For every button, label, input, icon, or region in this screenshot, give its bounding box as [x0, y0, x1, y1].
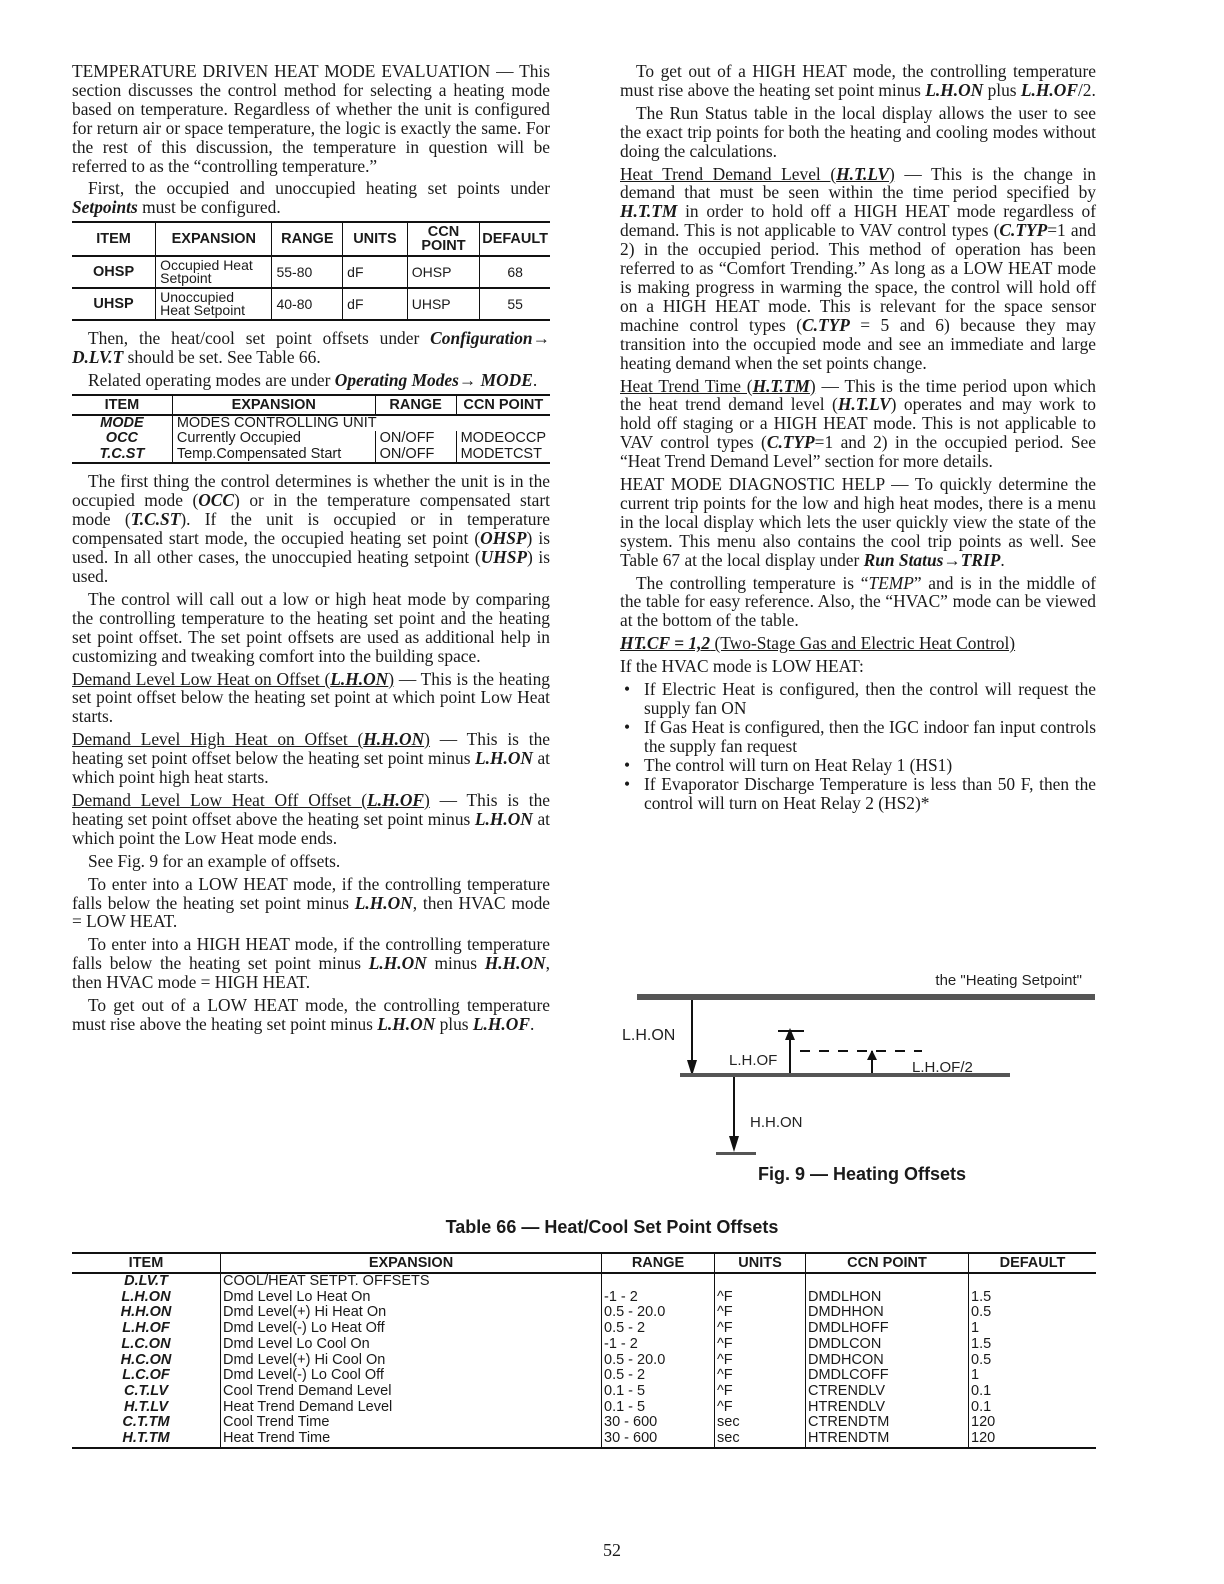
paragraph: To get out of a HIGH HEAT mode, the controlling temperature must rise above the heating set point minus L.H.ON plus L.H.OF/2. — [620, 61, 1096, 100]
table-row: MODE MODES CONTROLLING UNIT — [72, 415, 550, 432]
table-cell: -1 - 2 — [602, 1337, 715, 1353]
table-header: ITEM — [72, 222, 156, 256]
paragraph: Related operating modes are under Operating Modes→ MODE. — [88, 370, 538, 391]
table-cell: L.C.OF — [72, 1368, 221, 1384]
table-cell: ^F — [715, 1290, 806, 1306]
figure-caption: Fig. 9 — Heating Offsets — [757, 1164, 967, 1184]
table-row — [72, 1431, 1096, 1448]
paragraph: The Run Status table in the local display allows the user to see the exact trip points for both the heating and cooling modes without doing the calculations. — [620, 102, 1096, 161]
table-header: RANGE — [272, 222, 343, 256]
table-row: OCC Currently Occupied ON/OFF MODEOCCP — [72, 431, 550, 447]
table-cell: Dmd Level Lo Cool On — [221, 1337, 602, 1353]
table-row — [72, 1368, 1096, 1384]
paragraph: Demand Level Low Heat Off Offset (L.H.OF) — This is the heating set point offset above the heating set point minus L.H.ON at which point the Low Heat mode ends. — [72, 789, 550, 848]
table-row — [72, 1290, 1096, 1306]
operating-modes-table — [72, 394, 550, 465]
list-item: • The control will turn on Heat Relay 1 (HS1) — [624, 754, 953, 775]
paragraph: The control will call out a low or high heat mode by comparing the controlling temperature to the heating set point and the heating set point offset. The set point offsets are used as additional help in customizing and tweaking comfort into the building space. — [72, 588, 550, 666]
table-cell: HTRENDTM — [806, 1431, 969, 1448]
paragraph: Demand Level Low Heat on Offset (L.H.ON) — This is the heating set point offset below the heating set point at which point Low Heat starts. — [72, 668, 550, 727]
left-column — [72, 62, 550, 1038]
high-heat-line — [716, 1152, 756, 1155]
table-cell: H.H.ON — [72, 1305, 221, 1321]
table-row — [72, 1305, 1096, 1321]
table-row: OHSP Occupied Heat Setpoint 55-80 dF OHSP 68 — [72, 256, 550, 288]
table-cell: H.C.ON — [72, 1353, 221, 1369]
table-cell: ^F — [715, 1353, 806, 1369]
table-caption: Table 66 — Heat/Cool Set Point Offsets — [445, 1217, 779, 1237]
table-header: CCN POINT — [407, 222, 479, 256]
table-cell: 120 — [971, 1414, 996, 1431]
table-header: UNITS — [715, 1253, 806, 1273]
table-cell: COOL/HEAT SETPT. OFFSETS — [221, 1273, 602, 1290]
table-cell: 30 - 600 — [602, 1431, 715, 1448]
right-column — [620, 62, 1096, 816]
heating-offsets-diagram — [612, 960, 1112, 1195]
table-header: DEFAULT — [480, 222, 550, 256]
list-item: • If Evaporator Discharge Temperature is less than 50 F, then the control will turn on Heat Relay 2 (HS2)* — [624, 773, 1096, 813]
table-cell: -1 - 2 — [602, 1290, 715, 1306]
table-cell: 0.5 - 2 — [602, 1368, 715, 1384]
table-row — [72, 1400, 1096, 1416]
setpoint-label: the "Heating Setpoint" — [935, 972, 1082, 989]
hhon-label: H.H.ON — [750, 1114, 803, 1131]
paragraph: To enter into a HIGH HEAT mode, if the controlling temperature falls below the heating set point minus L.H.ON minus H.H.ON, then HVAC mode = HIGH HEAT. — [72, 934, 550, 993]
paragraph: To get out of a LOW HEAT mode, the controlling temperature must rise above the heating set point minus L.H.ON plus L.H.OF. — [72, 995, 550, 1034]
paragraph: Then, the heat/cool set point offsets under Configuration→ D.LV.T should be set. See Table 66. — [72, 328, 550, 368]
table-header: ITEM — [72, 395, 172, 415]
table-cell: HTRENDLV — [806, 1400, 969, 1416]
list-item: • If Electric Heat is configured, then the control will request the supply fan ON — [624, 679, 1096, 718]
lhof2-label: L.H.OF/2 — [912, 1059, 973, 1076]
table-cell: sec — [715, 1431, 806, 1448]
bullet-list — [620, 680, 1096, 812]
lhof-arrow-head — [785, 1028, 795, 1040]
table-cell: Cool Trend Time — [221, 1415, 602, 1431]
page-number: 52 — [603, 1540, 621, 1560]
paragraph: The first thing the control determines is whether the unit is in the occupied mode (OCC) or in the temperature compensated start mode (T.C.ST). If the unit is occupied or in temperature compensated start mode, the occupied heating set point (OHSP) is used. In all other cases, the unoccupied heating setpoint (UHSP) is used. — [72, 471, 550, 586]
table-cell — [715, 1273, 806, 1290]
table-cell: ^F — [715, 1321, 806, 1337]
table-cell: ^F — [715, 1400, 806, 1416]
setpoint-line — [637, 994, 1095, 1000]
table-cell — [806, 1273, 969, 1290]
hhon-arrow-head — [729, 1136, 739, 1152]
paragraph: If the HVAC mode is LOW HEAT: — [620, 656, 864, 677]
table-cell: CTRENDLV — [806, 1384, 969, 1400]
table-cell: 1.5 — [971, 1288, 992, 1305]
table-cell: 1 — [971, 1320, 980, 1337]
table-cell: 30 - 600 — [602, 1415, 715, 1431]
table-header: CCN POINT — [456, 395, 550, 415]
table-cell — [969, 1273, 1097, 1290]
paragraph: Demand Level High Heat on Offset (H.H.ON) — This is the heating set point offset below the heating set point minus L.H.ON at which point high heat starts. — [72, 729, 550, 788]
table-row — [72, 1384, 1096, 1400]
table-header: UNITS — [343, 222, 408, 256]
table-header: EXPANSION — [172, 395, 375, 415]
table-cell: DMDLHON — [806, 1290, 969, 1306]
table-cell: C.T.LV — [72, 1384, 221, 1400]
paragraph: To enter into a LOW HEAT mode, if the controlling temperature falls below the heating set point minus L.H.ON, then HVAC mode = LOW HEAT. — [72, 873, 550, 932]
table-header: EXPANSION — [156, 222, 272, 256]
table-cell: DMDLCON — [806, 1337, 969, 1353]
table-cell — [602, 1273, 715, 1290]
table-row: UHSP Unoccupied Heat Setpoint 40-80 dF UHSP 55 — [72, 288, 550, 320]
table-header: EXPANSION — [221, 1253, 602, 1273]
table-cell: Dmd Level Lo Heat On — [221, 1290, 602, 1306]
table-cell: DMDHCON — [806, 1353, 969, 1369]
table-cell: Dmd Level(-) Lo Heat Off — [221, 1321, 602, 1337]
table-cell: ^F — [715, 1305, 806, 1321]
table-header: ITEM — [72, 1253, 221, 1273]
paragraph: Heat Trend Time (H.T.TM) — This is the time period upon which the heat trend demand level (H.T.LV) operates and may work to hold off staging or a HIGH HEAT mode. This is not applicable to VAV control types (C.TYP=1 and 2) in the occupied period. See “Heat Trend Demand Level” section for more details. — [620, 375, 1096, 472]
table-cell: ^F — [715, 1368, 806, 1384]
table-header: RANGE — [375, 395, 456, 415]
table-cell: 0.5 — [971, 1304, 992, 1321]
table-row — [72, 1337, 1096, 1353]
paragraph: Heat Trend Demand Level (H.T.LV) — This is the change in demand that must be seen within the time period specified by H.T.TM in order to hold off a HIGH HEAT mode regardless of demand. This is not applicable to VAV control types (C.TYP=1 and 2) in the occupied period. This method of operation has been referred to as “Comfort Trending.” As long as a LOW HEAT mode is making progress in warming the space, the control will hold off on a HIGH HEAT mode. This is relevant for the space sensor machine control types (C.TYP = 5 and 6) because they may transition into the occupied mode and see an immediate and large heating demand when the set points change. — [620, 163, 1096, 373]
paragraph: See Fig. 9 for an example of offsets. — [88, 850, 341, 871]
table-cell: Heat Trend Time — [221, 1431, 602, 1448]
table-cell: Heat Trend Demand Level — [221, 1400, 602, 1416]
table-cell: 0.5 - 20.0 — [602, 1305, 715, 1321]
table-header: CCN POINT — [806, 1253, 969, 1273]
paragraph: TEMPERATURE DRIVEN HEAT MODE EVALUATION — This section discusses the control method for selecting a heating mode based on temperature. Regardless of whether the unit is configured for return air or space temperature, the logic is exactly the same. For the rest of this discussion, the temperature in question will be referred to as the “controlling temperature.” — [72, 61, 550, 176]
table-cell: L.C.ON — [72, 1337, 221, 1353]
table-cell: Cool Trend Demand Level — [221, 1384, 602, 1400]
table-row — [72, 1273, 1096, 1290]
list-item: • If Gas Heat is configured, then the IGC indoor fan input controls the supply fan request — [624, 716, 1096, 756]
table-row — [72, 1353, 1096, 1369]
table-cell: DMDLCOFF — [806, 1368, 969, 1384]
table-row — [72, 1321, 1096, 1337]
lhof-label: L.H.OF — [729, 1052, 778, 1069]
table-cell: C.T.TM — [72, 1415, 221, 1431]
table-cell: 0.1 — [971, 1382, 992, 1399]
paragraph: First, the occupied and unoccupied heating set points under Setpoints must be configured. — [72, 178, 550, 218]
table-header: DEFAULT — [969, 1253, 1097, 1273]
table-row — [72, 1415, 1096, 1431]
table-cell: Dmd Level(+) Hi Cool On — [221, 1353, 602, 1369]
table-cell: sec — [715, 1415, 806, 1431]
table-cell: 0.5 - 2 — [602, 1321, 715, 1337]
table-cell: L.H.OF — [72, 1321, 221, 1337]
table-cell: ^F — [715, 1384, 806, 1400]
heat-cool-offsets-table — [72, 1252, 1096, 1449]
table-cell: 0.1 — [971, 1398, 992, 1415]
table-cell: DMDHHON — [806, 1305, 969, 1321]
table-cell: Dmd Level(-) Lo Cool Off — [221, 1368, 602, 1384]
table-header: RANGE — [602, 1253, 715, 1273]
table-cell: D.LV.T — [72, 1273, 221, 1290]
section-heading: HT.CF = 1,2 (Two-Stage Gas and Electric Heat Control) — [620, 633, 1016, 654]
table-cell: Dmd Level(+) Hi Heat On — [221, 1305, 602, 1321]
table-cell: DMDLHOFF — [806, 1321, 969, 1337]
table-cell: ^F — [715, 1337, 806, 1353]
table-cell: 0.1 - 5 — [602, 1384, 715, 1400]
table-row: T.C.ST Temp.Compensated Start ON/OFF MODETCST — [72, 447, 550, 464]
table-cell: H.T.LV — [72, 1400, 221, 1416]
table-cell: 1 — [971, 1367, 980, 1384]
table-cell: 0.1 - 5 — [602, 1400, 715, 1416]
table-cell: H.T.TM — [72, 1431, 221, 1448]
table-cell: 120 — [969, 1431, 1097, 1448]
paragraph: The controlling temperature is “TEMP” and is in the middle of the table for easy reference. Also, the “HVAC” mode can be viewed at the bottom of the table. — [620, 572, 1096, 631]
setpoints-table — [72, 221, 550, 321]
table-cell: L.H.ON — [72, 1290, 221, 1306]
lhof2-arrow-head — [867, 1050, 877, 1060]
paragraph: HEAT MODE DIAGNOSTIC HELP — To quickly determine the current trip points for the low and high heat modes, there is a menu in the local display which lets the user quickly view the state of the system. This menu also contains the cool trip points as well. See Table 67 at the local display under Run Status→TRIP. — [620, 474, 1096, 570]
table-cell: 0.5 — [971, 1351, 992, 1368]
table-cell: 1.5 — [971, 1335, 992, 1352]
table-cell: 0.5 - 20.0 — [602, 1353, 715, 1369]
table-cell: CTRENDTM — [806, 1415, 969, 1431]
lhon-label: L.H.ON — [622, 1027, 676, 1044]
